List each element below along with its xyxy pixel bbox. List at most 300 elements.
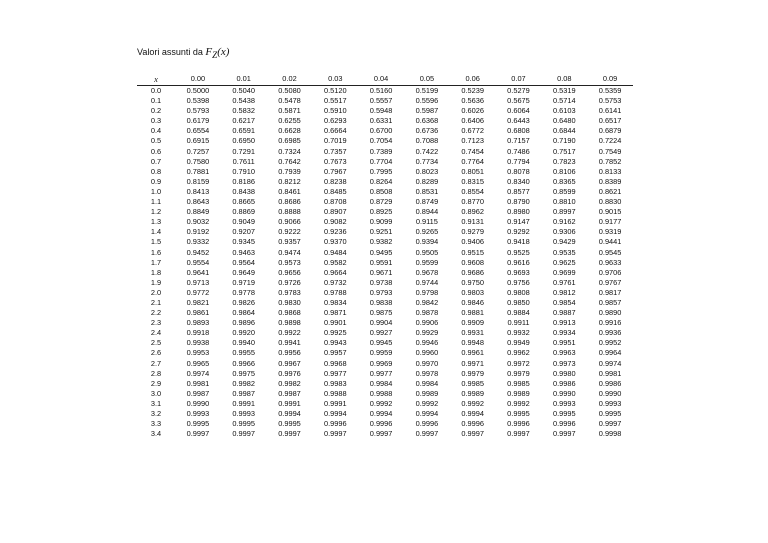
row-header: 1.6 xyxy=(150,247,162,257)
table-cell: 0.7157 xyxy=(507,136,530,146)
table-cell: 0.8869 xyxy=(232,207,255,217)
table-cell: 0.8944 xyxy=(415,207,439,217)
table-cell: 0.9978 xyxy=(415,368,439,378)
table-row xyxy=(137,379,633,389)
row-header: 1.1 xyxy=(150,197,162,207)
table-cell: 0.9988 xyxy=(323,388,347,398)
table-cell: 0.7673 xyxy=(323,156,347,166)
table-row xyxy=(137,278,633,288)
table-cell: 0.9265 xyxy=(415,227,439,237)
table-cell: 0.5438 xyxy=(232,96,255,106)
row-header: 0.4 xyxy=(150,126,162,136)
table-cell: 0.9996 xyxy=(369,419,393,429)
table-cell: 0.9474 xyxy=(278,247,301,257)
row-header: 3.2 xyxy=(150,409,162,418)
row-header: 0.5 xyxy=(150,136,162,146)
table-cell: 0.6591 xyxy=(232,126,255,136)
row-header: 1.2 xyxy=(150,207,162,217)
table-cell: 0.9452 xyxy=(186,247,210,257)
table-cell: 0.9994 xyxy=(415,409,439,418)
table-cell: 0.8078 xyxy=(507,166,530,176)
table-cell: 0.6700 xyxy=(369,126,393,136)
table-cell: 0.9821 xyxy=(186,297,210,307)
table-cell: 0.5753 xyxy=(598,96,622,106)
table-cell: 0.9991 xyxy=(323,398,347,408)
table-cell: 0.9997 xyxy=(552,429,576,439)
table-cell: 0.6879 xyxy=(598,126,622,136)
table-cell: 0.5199 xyxy=(415,86,439,95)
table-cell: 0.9987 xyxy=(232,388,255,398)
table-cell: 0.9732 xyxy=(323,277,347,287)
table-cell: 0.8023 xyxy=(415,166,439,176)
table-cell: 0.9992 xyxy=(369,398,393,408)
table-cell: 0.9969 xyxy=(369,358,393,368)
table-cell: 0.9949 xyxy=(507,338,530,348)
table-cell: 0.9868 xyxy=(278,308,301,318)
table-cell: 0.9896 xyxy=(232,318,255,328)
table-cell: 0.6554 xyxy=(186,126,210,136)
table-cell: 0.9993 xyxy=(232,409,255,418)
table-row xyxy=(137,359,633,369)
table-cell: 0.5319 xyxy=(552,86,576,95)
table-cell: 0.9738 xyxy=(369,277,393,287)
column-header: 0.08 xyxy=(541,74,587,86)
table-cell: 0.9306 xyxy=(552,227,576,237)
table-cell: 0.7823 xyxy=(552,156,576,166)
table-cell: 0.9959 xyxy=(369,348,393,358)
table-cell: 0.7852 xyxy=(598,156,622,166)
table-cell: 0.9744 xyxy=(415,277,439,287)
table-row xyxy=(137,308,633,318)
table-cell: 0.9783 xyxy=(278,287,301,297)
table-cell: 0.7324 xyxy=(278,146,301,156)
table-cell: 0.7734 xyxy=(415,156,439,166)
table-row xyxy=(137,399,633,409)
table-cell: 0.5714 xyxy=(552,96,576,106)
table-cell: 0.9957 xyxy=(323,348,347,358)
table-cell: 0.9817 xyxy=(598,287,622,297)
table-cell: 0.9976 xyxy=(278,368,301,378)
table-cell: 0.9015 xyxy=(598,207,622,217)
table-cell: 0.9357 xyxy=(278,237,301,247)
table-cell: 0.9032 xyxy=(186,217,210,227)
row-header: 2.2 xyxy=(150,308,162,318)
table-cell: 0.9545 xyxy=(598,247,622,257)
table-cell: 0.5987 xyxy=(415,106,439,116)
table-cell: 0.6480 xyxy=(552,116,576,126)
table-cell: 0.7549 xyxy=(598,146,622,156)
table-cell: 0.8051 xyxy=(461,166,484,176)
table-cell: 0.5517 xyxy=(323,96,347,106)
table-cell: 0.9649 xyxy=(232,267,255,277)
table-cell: 0.9981 xyxy=(186,378,210,388)
table-cell: 0.9904 xyxy=(369,318,393,328)
table-cell: 0.9995 xyxy=(232,419,255,429)
table-cell: 0.9952 xyxy=(598,338,622,348)
table-cell: 0.9964 xyxy=(598,348,622,358)
table-cell: 0.8186 xyxy=(232,176,255,186)
table-cell: 0.5910 xyxy=(323,106,347,116)
table-cell: 0.9713 xyxy=(186,277,210,287)
table-cell: 0.9963 xyxy=(552,348,576,358)
table-cell: 0.9582 xyxy=(323,257,347,267)
table-cell: 0.9948 xyxy=(461,338,484,348)
table-cell: 0.9854 xyxy=(552,297,576,307)
table-cell: 0.8289 xyxy=(415,176,439,186)
table-cell: 0.9936 xyxy=(598,328,622,338)
table-cell: 0.9972 xyxy=(507,358,530,368)
table-cell: 0.9946 xyxy=(415,338,439,348)
row-header: 3.0 xyxy=(150,388,162,398)
table-cell: 0.9997 xyxy=(507,429,530,439)
row-header: 2.1 xyxy=(150,297,162,307)
table-cell: 0.8106 xyxy=(552,166,576,176)
table-cell: 0.7967 xyxy=(323,166,347,176)
table-cell: 0.8849 xyxy=(186,207,210,217)
table-cell: 0.6255 xyxy=(278,116,301,126)
table-cell: 0.6808 xyxy=(507,126,530,136)
table-row xyxy=(137,116,633,126)
row-header: 1.8 xyxy=(150,267,162,277)
table-row xyxy=(137,177,633,187)
table-cell: 0.7794 xyxy=(507,156,530,166)
table-cell: 0.6950 xyxy=(232,136,255,146)
table-cell: 0.8729 xyxy=(369,197,393,207)
table-cell: 0.8389 xyxy=(598,176,622,186)
table-cell: 0.9484 xyxy=(323,247,347,257)
table-cell: 0.9909 xyxy=(461,318,484,328)
table-cell: 0.9989 xyxy=(507,388,530,398)
table-cell: 0.9664 xyxy=(323,267,347,277)
table-cell: 0.9207 xyxy=(232,227,255,237)
table-cell: 0.9994 xyxy=(278,409,301,418)
table-cell: 0.9808 xyxy=(507,287,530,297)
table-cell: 0.7939 xyxy=(278,166,301,176)
table-cell: 0.9719 xyxy=(232,277,255,287)
table-cell: 0.9871 xyxy=(323,308,347,318)
table-cell: 0.5478 xyxy=(278,96,301,106)
caption-subscript: Z xyxy=(212,50,218,61)
table-cell: 0.9929 xyxy=(415,328,439,338)
column-header: 0.02 xyxy=(267,74,313,86)
table-cell: 0.9968 xyxy=(323,358,347,368)
table-cell: 0.9633 xyxy=(598,257,622,267)
table-cell: 0.7910 xyxy=(232,166,255,176)
table-cell: 0.7389 xyxy=(369,146,393,156)
table-cell: 0.9995 xyxy=(507,409,530,418)
table-cell: 0.6517 xyxy=(598,116,622,126)
table-cell: 0.8749 xyxy=(415,197,439,207)
table-cell: 0.9656 xyxy=(278,267,301,277)
table-cell: 0.7517 xyxy=(552,146,576,156)
table-cell: 0.5000 xyxy=(186,86,210,95)
table-cell: 0.8980 xyxy=(507,207,530,217)
table-cell: 0.9803 xyxy=(461,287,484,297)
table-cell: 0.9993 xyxy=(552,398,576,408)
table-cell: 0.9967 xyxy=(278,358,301,368)
table-cell: 0.6368 xyxy=(415,116,439,126)
table-cell: 0.9931 xyxy=(461,328,484,338)
table-cell: 0.5675 xyxy=(507,96,530,106)
table-cell: 0.9975 xyxy=(232,368,255,378)
table-cell: 0.9394 xyxy=(415,237,439,247)
table-cell: 0.5948 xyxy=(369,106,393,116)
table-cell: 0.8810 xyxy=(552,197,576,207)
column-header: 0.03 xyxy=(312,74,358,86)
table-cell: 0.9916 xyxy=(598,318,622,328)
table-row xyxy=(137,338,633,348)
x-column-header: x xyxy=(137,74,175,86)
table-cell: 0.9251 xyxy=(369,227,393,237)
table-cell: 0.9982 xyxy=(278,378,301,388)
table-cell: 0.9979 xyxy=(461,368,484,378)
table-cell: 0.9986 xyxy=(598,378,622,388)
table-cell: 0.9938 xyxy=(186,338,210,348)
table-cell: 0.9973 xyxy=(552,358,576,368)
table-cell: 0.9992 xyxy=(415,398,439,408)
table-cell: 0.9761 xyxy=(552,277,576,287)
row-header: 1.4 xyxy=(150,227,162,237)
table-cell: 0.5279 xyxy=(507,86,530,95)
table-body xyxy=(137,86,633,440)
table-cell: 0.8577 xyxy=(507,186,530,196)
table-cell: 0.5040 xyxy=(232,86,255,95)
table-cell: 0.9985 xyxy=(461,378,484,388)
table-cell: 0.8770 xyxy=(461,197,484,207)
table-cell: 0.9974 xyxy=(598,358,622,368)
column-header: 0.00 xyxy=(175,74,221,86)
table-cell: 0.6217 xyxy=(232,116,255,126)
table-cell: 0.9564 xyxy=(232,257,255,267)
table-cell: 0.7190 xyxy=(552,136,576,146)
table-cell: 0.9131 xyxy=(461,217,484,227)
table-cell: 0.9992 xyxy=(507,398,530,408)
table-cell: 0.7995 xyxy=(369,166,393,176)
table-cell: 0.9678 xyxy=(415,267,439,277)
table-cell: 0.6141 xyxy=(598,106,622,116)
table-cell: 0.9997 xyxy=(369,429,393,439)
table-cell: 0.9990 xyxy=(598,388,622,398)
table-cell: 0.9925 xyxy=(323,328,347,338)
table-cell: 0.7257 xyxy=(186,146,210,156)
table-cell: 0.9864 xyxy=(232,308,255,318)
table-cell: 0.9875 xyxy=(369,308,393,318)
table-cell: 0.9115 xyxy=(415,217,438,227)
table-cell: 0.9370 xyxy=(323,237,347,247)
table-cell: 0.9884 xyxy=(507,308,530,318)
table-cell: 0.8830 xyxy=(598,197,622,207)
table-cell: 0.9279 xyxy=(461,227,484,237)
table-cell: 0.9463 xyxy=(232,247,255,257)
table-cell: 0.9974 xyxy=(186,368,210,378)
table-cell: 0.9922 xyxy=(278,328,301,338)
table-cell: 0.9893 xyxy=(186,318,210,328)
table-cell: 0.9965 xyxy=(186,358,210,368)
row-header: 3.3 xyxy=(150,419,162,429)
table-cell: 0.7123 xyxy=(461,136,484,146)
table-cell: 0.9971 xyxy=(461,358,484,368)
table-row xyxy=(137,328,633,338)
table-row xyxy=(137,348,633,358)
column-header: 0.05 xyxy=(404,74,450,86)
table-cell: 0.8531 xyxy=(415,186,439,196)
table-row xyxy=(137,389,633,399)
table-cell: 0.9986 xyxy=(552,378,576,388)
table-cell: 0.7642 xyxy=(278,156,301,166)
column-header: 0.07 xyxy=(496,74,542,86)
table-cell: 0.5832 xyxy=(232,106,255,116)
table-cell: 0.8159 xyxy=(186,176,210,186)
table-cell: 0.5871 xyxy=(278,106,301,116)
table-cell: 0.9995 xyxy=(552,409,576,418)
table-cell: 0.8888 xyxy=(278,207,301,217)
table-cell: 0.9192 xyxy=(186,227,210,237)
table-cell: 0.8365 xyxy=(552,176,576,186)
table-cell: 0.7291 xyxy=(232,146,255,156)
table-cell: 0.9850 xyxy=(507,297,530,307)
table-cell: 0.9177 xyxy=(598,217,622,227)
table-cell: 0.9441 xyxy=(598,237,622,247)
column-header: 0.06 xyxy=(450,74,496,86)
row-header: 2.6 xyxy=(150,348,162,358)
table-cell: 0.9962 xyxy=(507,348,530,358)
row-header: 2.3 xyxy=(150,318,162,328)
row-header: 2.5 xyxy=(150,338,162,348)
table-cell: 0.6406 xyxy=(461,116,484,126)
table-cell: 0.9956 xyxy=(278,348,301,358)
table-cell: 0.9147 xyxy=(507,217,530,227)
table-cell: 0.9554 xyxy=(186,257,210,267)
table-cell: 0.9834 xyxy=(323,297,347,307)
table-cell: 0.9911 xyxy=(507,318,530,328)
table-cell: 0.9995 xyxy=(598,409,622,418)
table-cell: 0.9406 xyxy=(461,237,484,247)
table-cell: 0.9429 xyxy=(552,237,576,247)
table-cell: 0.8508 xyxy=(369,186,393,196)
table-cell: 0.9599 xyxy=(415,257,439,267)
table-cell: 0.5080 xyxy=(278,86,301,95)
table-row xyxy=(137,136,633,146)
table-cell: 0.9525 xyxy=(507,247,530,257)
table-cell: 0.9994 xyxy=(369,409,393,418)
table-row xyxy=(137,147,633,157)
table-cell: 0.9927 xyxy=(369,328,393,338)
table-cell: 0.9608 xyxy=(461,257,484,267)
table-cell: 0.9992 xyxy=(461,398,484,408)
table-cell: 0.8599 xyxy=(552,186,576,196)
table-cell: 0.7054 xyxy=(369,136,393,146)
table-cell: 0.9997 xyxy=(461,429,484,439)
table-cell: 0.9970 xyxy=(415,358,439,368)
table-row xyxy=(137,217,633,227)
table-cell: 0.9671 xyxy=(369,267,393,277)
table-cell: 0.8790 xyxy=(507,197,530,207)
table-cell: 0.7764 xyxy=(461,156,484,166)
table-cell: 0.8413 xyxy=(186,186,210,196)
row-header: 0.2 xyxy=(150,106,162,116)
table-row xyxy=(137,409,633,419)
table-cell: 0.6064 xyxy=(507,106,530,116)
table-cell: 0.6293 xyxy=(323,116,347,126)
table-cell: 0.6331 xyxy=(369,116,393,126)
table-row xyxy=(137,96,633,106)
table-cell: 0.9901 xyxy=(323,318,347,328)
table-cell: 0.9641 xyxy=(186,267,210,277)
table-cell: 0.9906 xyxy=(415,318,439,328)
table-cell: 0.9966 xyxy=(232,358,255,368)
table-cell: 0.8264 xyxy=(369,176,393,186)
table-cell: 0.9920 xyxy=(232,328,255,338)
row-header: 0.3 xyxy=(150,116,162,126)
row-header: 0.8 xyxy=(150,166,162,176)
table-cell: 0.9826 xyxy=(232,297,255,307)
table-cell: 0.9319 xyxy=(598,227,622,237)
row-header: 0.6 xyxy=(150,146,162,156)
table-cell: 0.9778 xyxy=(232,287,255,297)
table-row xyxy=(137,187,633,197)
table-cell: 0.6664 xyxy=(323,126,347,136)
table-cell: 0.8665 xyxy=(232,197,255,207)
table-cell: 0.9515 xyxy=(461,247,484,257)
table-cell: 0.9222 xyxy=(278,227,301,237)
row-header: 2.7 xyxy=(150,358,162,368)
table-row xyxy=(137,106,633,116)
table-cell: 0.7881 xyxy=(186,166,210,176)
table-row xyxy=(137,167,633,177)
table-cell: 0.8643 xyxy=(186,197,210,207)
table-cell: 0.6103 xyxy=(552,106,576,116)
table-row xyxy=(137,429,633,439)
table-cell: 0.7486 xyxy=(507,146,530,156)
table-cell: 0.5239 xyxy=(461,86,484,95)
table-cell: 0.9991 xyxy=(232,398,255,408)
table-cell: 0.9881 xyxy=(461,308,484,318)
table-row xyxy=(137,157,633,167)
table-cell: 0.6985 xyxy=(278,136,301,146)
table-cell: 0.9987 xyxy=(186,388,210,398)
table-cell: 0.9993 xyxy=(186,409,210,418)
table-cell: 0.6844 xyxy=(552,126,576,136)
table-cell: 0.9756 xyxy=(507,277,530,287)
table-cell: 0.9960 xyxy=(415,348,439,358)
table-cell: 0.9996 xyxy=(507,419,530,429)
table-cell: 0.9983 xyxy=(323,378,347,388)
table-cell: 0.9616 xyxy=(507,257,530,267)
table-row xyxy=(137,248,633,258)
table-row xyxy=(137,288,633,298)
table-cell: 0.9099 xyxy=(369,217,393,227)
caption-text: Valori assunti da xyxy=(137,47,203,57)
table-cell: 0.7580 xyxy=(186,156,210,166)
table-cell: 0.5636 xyxy=(461,96,484,106)
row-header: 0.0 xyxy=(150,86,162,95)
table-cell: 0.9990 xyxy=(186,398,210,408)
row-header: 3.1 xyxy=(150,398,162,408)
table-cell: 0.9997 xyxy=(323,429,347,439)
table-cell: 0.9332 xyxy=(186,237,210,247)
table-cell: 0.5596 xyxy=(415,96,439,106)
table-cell: 0.9788 xyxy=(323,287,347,297)
row-header: 1.0 xyxy=(150,186,162,196)
table-cell: 0.9977 xyxy=(323,368,347,378)
table-cell: 0.8962 xyxy=(461,207,484,217)
table-cell: 0.7224 xyxy=(598,136,622,146)
table-cell: 0.9951 xyxy=(552,338,576,348)
row-header: 2.0 xyxy=(150,287,162,297)
table-cell: 0.9985 xyxy=(507,378,530,388)
table-cell: 0.8621 xyxy=(598,186,622,196)
table-cell: 0.9842 xyxy=(415,297,439,307)
